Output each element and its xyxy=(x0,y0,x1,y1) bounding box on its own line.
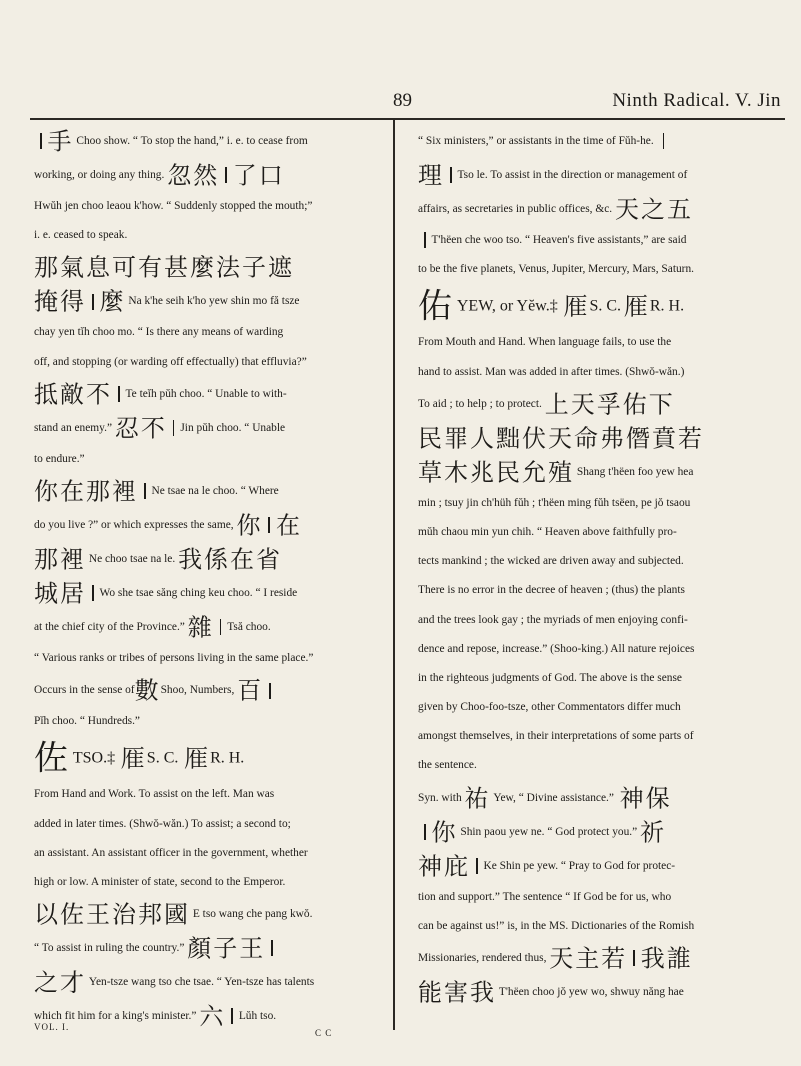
text-line: 抵敵不 Te teĭh pŭh choo. “ Unable to with- xyxy=(34,380,287,409)
cjk-text: 你 xyxy=(431,818,458,847)
text-line: off, and stopping (or warding off effectually) that effluvia?” xyxy=(34,355,307,368)
cjk-text: 佐 xyxy=(34,738,70,779)
text-line: 佐 TSO.‡ 㕍S. C. 㕍R. H. xyxy=(34,738,245,779)
cjk-text: 我誰 xyxy=(640,944,693,973)
text-line: chay yen tĭh choo mo. “ Is there any means of warding xyxy=(34,326,284,339)
cjk-text: 手 xyxy=(47,127,74,156)
cjk-text: 佑 xyxy=(418,286,454,327)
cjk-text: 能害我 xyxy=(418,978,496,1007)
text-line: To aid ; to help ; to protect. 上天孚佑下 xyxy=(418,390,675,419)
text-line: Hwŭh jen choo leaou k'how. “ Suddenly stopped the mouth;” xyxy=(34,200,313,212)
text-line: Syn. with 祐 Yew, “ Divine assistance.” 神保 xyxy=(418,784,672,813)
cjk-text: 之才 xyxy=(34,968,86,997)
text-line: Pĭh choo. “ Hundreds.” xyxy=(34,715,140,728)
cjk-text: 城居 xyxy=(34,579,86,608)
text-line: stand an enemy.” 忍不 Jin pŭh choo. “ Unable xyxy=(34,414,286,443)
text-line: in the righteous judgments of God. The above is the sense xyxy=(418,671,682,684)
running-title: Ninth Radical. V. Jin xyxy=(612,90,781,111)
text-line: 佑 YEW, or Yĕw.‡ 㕍S. C. 㕍R. H. xyxy=(418,286,685,327)
text-line: 以佐王治邦國 E tso wang che pang kwŏ. xyxy=(34,900,313,929)
cjk-text: 數 xyxy=(134,676,161,705)
cjk-text: 㕍 xyxy=(623,292,650,321)
cjk-text: 在 xyxy=(275,511,302,540)
cjk-text: 那氣息可有甚麼法子遮 xyxy=(34,253,294,282)
text-line: an assistant. An assistant officer in the government, whether xyxy=(34,846,308,859)
text-line: “ To assist in ruling the country.” 顏子王 xyxy=(34,931,374,965)
cjk-text: 神保 xyxy=(619,784,672,813)
text-line: 草木兆民允殖 Shang t'hëen foo yew hea xyxy=(418,458,694,487)
cjk-text: 神庇 xyxy=(418,852,470,881)
cjk-text: 上天孚佑下 xyxy=(544,390,675,419)
text-line: to be the five planets, Venus, Jupiter, Mercury, Mars, Saturn. xyxy=(418,263,695,276)
cjk-text: 祈 xyxy=(640,818,667,847)
cjk-text: 六 xyxy=(199,1002,226,1031)
cjk-text: 雜 xyxy=(187,613,214,642)
page-header xyxy=(393,90,781,116)
left-column xyxy=(34,124,374,1033)
cjk-text: 天之五 xyxy=(614,195,693,224)
text-line: tects mankind ; the wicked are driven away and subjected. xyxy=(418,555,684,568)
cjk-text: 了口 xyxy=(232,161,285,190)
cjk-text: 你在那裡 xyxy=(34,477,138,506)
cjk-text: 理 xyxy=(418,161,444,190)
cjk-text: 忍不 xyxy=(114,414,167,443)
cjk-text: 天主若 xyxy=(549,944,628,973)
cjk-text: 忽然 xyxy=(167,161,220,190)
cjk-text: 㕍 xyxy=(563,292,590,321)
text-line: “ Various ranks or tribes of persons living in the same place.” xyxy=(34,651,314,664)
text-line: 你在那裡 Ne tsae na le choo. “ Where xyxy=(34,477,279,506)
cjk-text: 你 xyxy=(236,511,263,540)
cjk-text: 麼 xyxy=(99,287,126,316)
text-line: can be against us!” is, in the MS. Dictionaries of the Romish xyxy=(418,919,695,932)
text-line: There is no error in the decree of heaven ; (thus) the plants xyxy=(418,584,685,597)
text-line: which fit him for a king's minister.” 六 Lŭh tso. xyxy=(34,1002,277,1031)
text-line xyxy=(34,250,374,284)
text-line: 理 Tso le. To assist in the direction or management of xyxy=(418,161,688,190)
text-line: 城居 Wo she tsae săng ching keu choo. “ I reside xyxy=(34,579,298,608)
text-line: at the chief city of the Province.” 雜 Tsă choo. xyxy=(34,613,271,642)
text-line: high or low. A minister of state, second to the Emperor. xyxy=(34,875,286,888)
text-line: 之才 Yen-tsze wang tso che tsae. “ Yen-tsze has talents xyxy=(34,968,315,997)
text-line: Missionaries, rendered thus, 天主若 我誰 xyxy=(418,944,693,973)
text-line: affairs, as secretaries in public offices, &c. 天之五 xyxy=(418,195,693,224)
text-line: “ Six ministers,” or assistants in the time of Fŭh-he. xyxy=(418,124,768,158)
text-line: added in later times. (Shwŏ-wăn.) To assist; a second to; xyxy=(34,817,291,830)
cjk-text: 我係在省 xyxy=(178,545,283,574)
footer-volume: VOL. I. xyxy=(34,1022,70,1032)
text-line: 手 Choo show. “ To stop the hand,” i. e. to cease from xyxy=(34,124,374,158)
header-rule xyxy=(30,118,785,120)
cjk-text: 㕍 xyxy=(184,744,211,773)
text-line: working, or doing any thing. 忽然 了口 xyxy=(34,161,285,190)
text-line: hand to assist. Man was added in after times. (Shwŏ-wăn.) xyxy=(418,365,685,378)
text-line: and the trees look gay ; the myriads of men enjoying confi- xyxy=(418,613,688,626)
text-line: i. e. ceased to speak. xyxy=(34,229,128,242)
text-line: do you live ?” or which expresses the same, 你 在 xyxy=(34,511,302,540)
text-line: 那裡 Ne choo tsae na le. 我係在省 xyxy=(34,545,283,574)
text-line: From Hand and Work. To assist on the left. Man was xyxy=(34,788,275,801)
text-line: 神庇 Ke Shin pe yew. “ Pray to God for protec- xyxy=(418,852,676,881)
text-line: dence and repose, increase.” (Shoo-king.) All nature rejoices xyxy=(418,642,695,655)
cjk-text: 顏子王 xyxy=(187,934,266,963)
text-line: to endure.” xyxy=(34,452,85,465)
text-line: the sentence. xyxy=(418,759,477,772)
text-line: From Mouth and Hand. When language fails, to use the xyxy=(418,336,672,349)
right-column xyxy=(418,124,768,1009)
cjk-text: 百 xyxy=(237,676,264,705)
column-divider xyxy=(393,120,395,1030)
footer-signature: C C xyxy=(315,1028,333,1038)
cjk-text: 以佐王治邦國 xyxy=(34,900,190,929)
cjk-text: 草木兆民允殖 xyxy=(418,458,574,487)
text-line xyxy=(418,421,768,455)
text-line: T'hëen che woo tso. “ Heaven's five assistants,” are said xyxy=(418,226,768,255)
cjk-text: 㕍 xyxy=(120,744,147,773)
text-line: mŭh chaou min yun chih. “ Heaven above faithfully pro- xyxy=(418,525,677,538)
cjk-text: 祐 xyxy=(464,784,491,813)
text-line: Occurs in the sense of數Shoo, Numbers, 百 xyxy=(34,673,374,707)
text-line: min ; tsuy jin ch'hüh fŭh ; t'hëen ming fŭh tsëen, pe jŏ tsaou xyxy=(418,496,691,509)
text-line: 你 Shin paou yew ne. “ God protect you.” 祈 xyxy=(418,815,768,849)
page-number: 89 xyxy=(393,90,412,111)
text-line: 掩得 麼 Na k'he seih k'ho yew shin mo fă tsze xyxy=(34,287,300,316)
cjk-text: 那裡 xyxy=(34,545,86,574)
text-line: amongst themselves, in their interpretations of some parts of xyxy=(418,730,694,743)
text-line: tion and support.” The sentence “ If God be for us, who xyxy=(418,890,672,903)
cjk-text: 掩得 xyxy=(34,287,86,316)
text-line: given by Choo-foo-tsze, other Commentators differ much xyxy=(418,701,681,714)
text-line: 能害我 T'hëen choo jŏ yew wo, shwuy năng hae xyxy=(418,978,684,1007)
cjk-text: 抵敵不 xyxy=(34,380,112,409)
cjk-text: 民罪人黜伏天命弗僭賁若 xyxy=(418,424,704,453)
